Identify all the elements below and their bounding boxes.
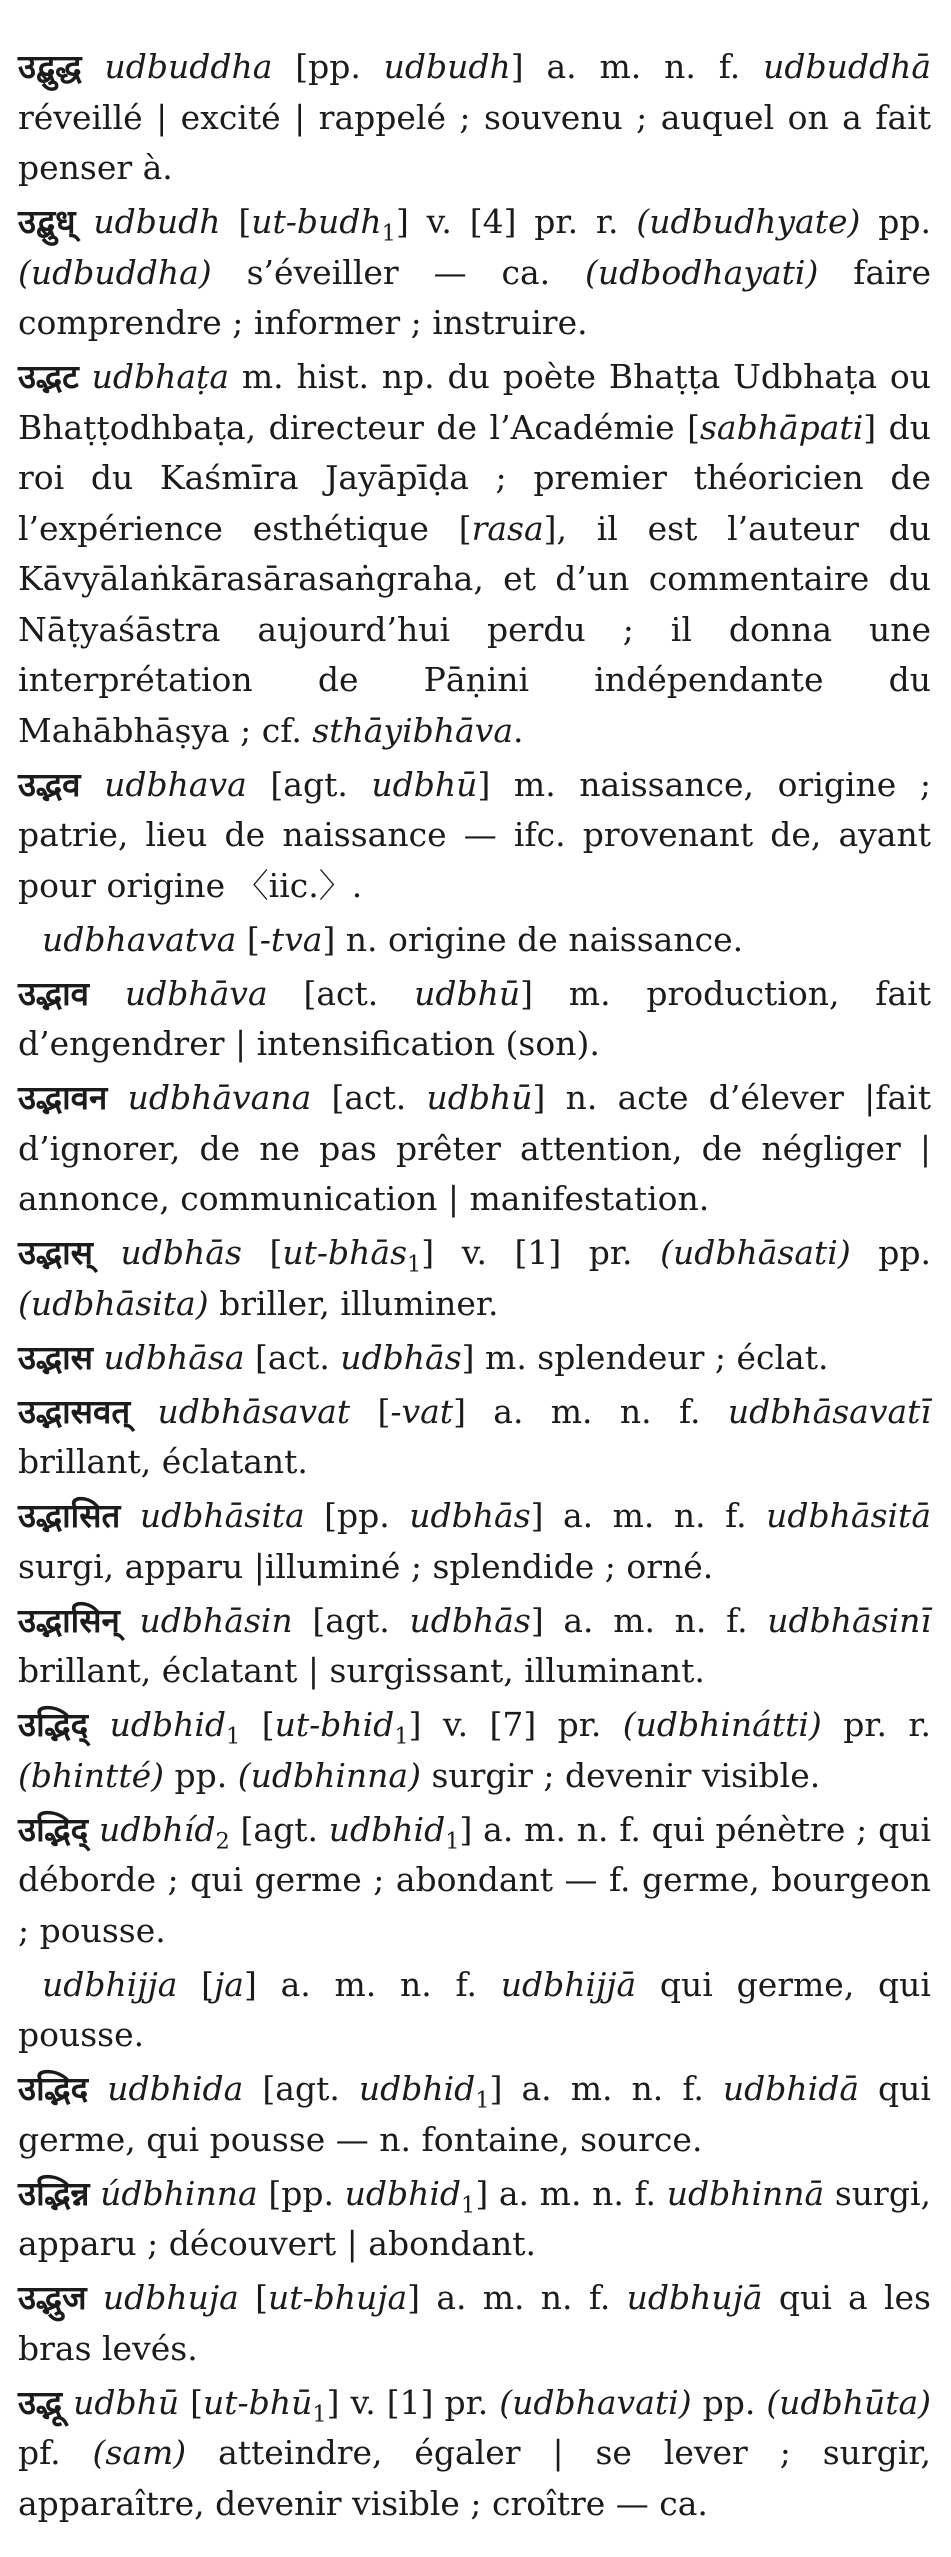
entry-text: ] a. m. n. f. xyxy=(530,1496,767,1535)
entry-text: ] v. [1] pr. xyxy=(421,1233,661,1272)
entry-text xyxy=(88,1810,99,1849)
headword-devanagari: उद्भासिन् xyxy=(18,1600,120,1640)
dictionary-entry xyxy=(18,1333,931,1384)
italic-text: -vat xyxy=(390,1391,454,1431)
italic-text: (udbhinátti) xyxy=(622,1705,822,1744)
dictionary-entry xyxy=(18,1596,931,1697)
entry-text: ] v. [4] pr. r. xyxy=(395,202,637,241)
entry-text xyxy=(130,1392,157,1431)
entry-text xyxy=(76,202,94,241)
entry-text: ], il est l’auteur du Kāvyālaṅkārasārasaṅgraha, et d’un commentaire du Nāṭyaśāstra aujourd’hui perdu ; il donna une interprétation de Pāṇini indépendante du Mahābhāṣya ; cf. xyxy=(18,508,932,750)
headword-devanagari: उद्भास xyxy=(18,1337,93,1377)
headword-devanagari: उद्भावन xyxy=(18,1078,108,1117)
entry-text xyxy=(82,47,105,86)
italic-text: udbhū xyxy=(73,2382,180,2422)
entry-text: [act. xyxy=(267,973,415,1013)
headword-devanagari: उद्भिन्न xyxy=(18,2173,90,2213)
entry-text xyxy=(88,1705,109,1744)
dictionary-entry xyxy=(18,1228,931,1329)
italic-text: udbhās xyxy=(409,1600,531,1640)
italic-text: (udbuddha) xyxy=(18,252,212,292)
italic-text: (udbhūta) xyxy=(766,2382,932,2422)
entry-text: faire comprendre ; informer ; instruire. xyxy=(18,252,931,342)
italic-text: -tva xyxy=(259,919,323,959)
sub-entry xyxy=(18,1960,931,2061)
entry-text xyxy=(89,974,125,1013)
entry-text xyxy=(89,2174,100,2213)
headword-devanagari: उद्भुज xyxy=(18,2278,87,2317)
entry-text: ] a. m. n. f. xyxy=(407,2278,627,2317)
italic-text: rasa xyxy=(471,508,544,548)
italic-text: udbhāsita xyxy=(139,1496,305,1535)
entry-text: ] du roi du Kaśmīra Jayāpīḍa ; premier théoricien de l’expérience esthétique [ xyxy=(18,407,931,548)
italic-text: ut-budh xyxy=(251,202,382,241)
entry-text: ] m. naissance, origine ; patrie, lieu de naissance — ifc. provenant de, ayant pour origine 〈iic.〉. xyxy=(18,764,931,905)
entry-text: s’éveiller — ca. xyxy=(211,252,586,292)
italic-text: sabhāpati xyxy=(699,407,864,447)
dictionary-entry xyxy=(18,2273,931,2374)
entry-text: pr. r. xyxy=(821,1705,931,1744)
italic-text: udbhāsin xyxy=(139,1600,293,1640)
entry-text: . xyxy=(513,710,524,750)
italic-text: ut-bhū xyxy=(203,2382,313,2422)
dictionary-entry xyxy=(18,2169,931,2270)
entry-text: ] a. m. n. f. xyxy=(530,1600,768,1640)
headword-devanagari: उद्भिद् xyxy=(18,1809,89,1849)
italic-text: udbhijjā xyxy=(500,1964,637,2004)
italic-text: udbhavatva xyxy=(42,919,237,959)
italic-text: udbhida xyxy=(107,2069,244,2108)
entry-text: brillant, éclatant. xyxy=(18,1442,308,1481)
entry-text xyxy=(107,1078,127,1117)
entry-text: [agt. xyxy=(292,1600,410,1640)
italic-text: udbhāsavat xyxy=(157,1391,351,1431)
entry-text: surgir ; devenir visible. xyxy=(420,1755,821,1795)
subscript-index: 1 xyxy=(226,1723,241,1750)
italic-text: udbhū xyxy=(414,973,521,1013)
italic-text: údbhinna xyxy=(100,2173,258,2213)
italic-text: ut-bhuja xyxy=(267,2278,408,2317)
entry-text: qui a les bras levés. xyxy=(18,2278,931,2368)
italic-text: (udbodhayati) xyxy=(585,252,819,292)
entry-text: surgi, apparu |illuminé ; splendide ; orné. xyxy=(18,1546,714,1586)
italic-text: udbhava xyxy=(104,764,247,804)
entry-text xyxy=(120,1496,139,1535)
headword-devanagari: उद्बुद्ध xyxy=(18,47,82,86)
italic-text: udbhinnā xyxy=(666,2173,825,2213)
headword-devanagari: उद्भिद् xyxy=(18,1705,89,1744)
headword-devanagari: उद्भिद xyxy=(18,2069,89,2108)
italic-text: udbuddha xyxy=(104,47,273,86)
italic-text: (udbudhyate) xyxy=(636,202,861,241)
italic-text: sthāyibhāva xyxy=(312,710,513,750)
entry-text: brillant, éclatant | surgissant, illuminant. xyxy=(18,1651,705,1690)
dictionary-entry xyxy=(18,760,931,912)
italic-text: udbhū xyxy=(371,764,478,804)
italic-text: udbhāsavatī xyxy=(727,1391,931,1431)
entry-text: ] v. [1] pr. xyxy=(326,2382,500,2422)
dictionary-entry xyxy=(18,2378,931,2530)
entry-text: ] v. [7] pr. xyxy=(408,1705,623,1744)
italic-text: udbhās xyxy=(340,1337,462,1377)
headword-devanagari: उद्भव xyxy=(18,764,81,804)
entry-text: pp. xyxy=(164,1755,238,1795)
italic-text: udbuddhā xyxy=(763,47,931,86)
entry-text: pf. xyxy=(18,2433,93,2472)
italic-text: udbhāsa xyxy=(103,1337,245,1377)
italic-text: udbhāva xyxy=(124,973,268,1013)
italic-text: udbhū xyxy=(426,1078,533,1117)
entry-text: [ xyxy=(236,919,260,959)
entry-text: réveillé | excité | rappelé ; souvenu ; auquel on a fait penser à. xyxy=(18,97,931,187)
subscript-index: 1 xyxy=(475,2087,490,2114)
italic-text: (udbhinna) xyxy=(237,1755,421,1795)
entry-text: pp. xyxy=(860,202,931,241)
italic-text: (udbhavati) xyxy=(499,2382,692,2422)
dictionary-entry xyxy=(18,1700,931,1801)
entry-text: [ xyxy=(179,2382,204,2422)
entry-text: ] a. m. n. f. xyxy=(475,2173,667,2213)
entry-text xyxy=(79,357,92,396)
italic-text: udbhās xyxy=(409,1496,531,1535)
subscript-index: 2 xyxy=(215,1828,230,1855)
dictionary-entry xyxy=(18,1073,931,1225)
entry-text: m. hist. np. du poète Bhaṭṭa Udbhaṭa ou Bhaṭṭodhbaṭa, directeur de l’Académie [ xyxy=(18,357,932,447)
italic-text: udbhid xyxy=(344,2173,462,2213)
entry-text: [act. xyxy=(311,1078,427,1117)
headword-devanagari: उद्भासवत् xyxy=(18,1391,131,1431)
entry-text: [ xyxy=(240,1705,275,1744)
subscript-index: 1 xyxy=(381,220,396,247)
entry-text: ] a. m. n. f. xyxy=(243,1964,501,2004)
dictionary-entry xyxy=(18,2064,931,2165)
entry-text: surgi, apparu ; découvert | abondant. xyxy=(18,2173,931,2263)
entry-text: ] m. production, fait d’engendrer | intensification (son). xyxy=(18,973,931,1063)
dictionary-entry xyxy=(18,969,931,1070)
italic-text: udbhíd xyxy=(99,1809,216,1849)
entry-text: [agt. xyxy=(229,1809,329,1849)
entry-text xyxy=(93,1338,104,1377)
subscript-index: 1 xyxy=(312,2401,327,2428)
entry-text: pp. xyxy=(691,2382,767,2422)
italic-text: udbhāsinī xyxy=(767,1600,931,1640)
entry-text: qui germe, qui pousse — n. fontaine, source. xyxy=(18,2069,931,2159)
italic-text: udbhāvana xyxy=(127,1078,312,1117)
entry-text: pp. xyxy=(850,1233,932,1272)
dictionary-entry xyxy=(18,1805,931,1957)
entry-text: ] n. acte d’élever |fait d’ignorer, de ne pas prêter attention, de négliger | annonce, communication | manifestation. xyxy=(18,1078,931,1218)
sub-entry xyxy=(18,915,931,966)
entry-text xyxy=(88,2069,107,2108)
entry-text: ] n. origine de naissance. xyxy=(322,919,744,959)
italic-text: ja xyxy=(214,1964,244,2004)
entry-text: [ xyxy=(350,1391,391,1431)
dictionary-entry xyxy=(18,352,931,756)
headword-devanagari: उद्भू xyxy=(18,2382,63,2422)
headword-devanagari: उद्भट xyxy=(18,357,79,396)
subscript-index: 1 xyxy=(445,1828,460,1855)
entry-text: ] m. splendeur ; éclat. xyxy=(461,1337,829,1377)
italic-text: udbhidā xyxy=(722,2069,860,2108)
entry-text xyxy=(120,1601,140,1640)
entry-text: [pp. xyxy=(272,47,384,86)
italic-text: udbhās xyxy=(120,1233,242,1272)
entry-text: ] a. m. n. f. xyxy=(510,47,764,86)
italic-text: udbhujā xyxy=(626,2278,763,2317)
entry-text xyxy=(80,765,104,804)
italic-text: udbudh xyxy=(93,202,221,241)
italic-text: udbhid xyxy=(328,1809,446,1849)
italic-text: (bhintté) xyxy=(18,1755,164,1795)
subscript-index: 1 xyxy=(461,2192,476,2219)
entry-text: [pp. xyxy=(304,1496,410,1535)
entry-text xyxy=(62,2383,73,2422)
dictionary-entry xyxy=(18,1387,931,1488)
headword-devanagari: उद्भाव xyxy=(18,973,90,1013)
entry-text: qui germe, qui pousse. xyxy=(18,1964,931,2054)
entry-text: ] a. m. n. f. xyxy=(489,2069,723,2108)
italic-text: udbhuja xyxy=(102,2278,239,2317)
italic-text: (sam) xyxy=(92,2433,187,2472)
italic-text: udbhaṭa xyxy=(91,357,229,396)
entry-text: [ xyxy=(238,2278,268,2317)
headword-devanagari: उद्भास् xyxy=(18,1233,93,1272)
dictionary-entry xyxy=(18,42,931,194)
entry-text: ] a. m. n. f. xyxy=(453,1391,728,1431)
italic-text: (udbhāsita) xyxy=(18,1283,209,1323)
entry-text xyxy=(93,1233,121,1272)
entry-text: [ xyxy=(177,1964,215,2004)
italic-text: udbhijja xyxy=(42,1964,178,2004)
italic-text: udbhid xyxy=(358,2069,476,2108)
entry-text: briller, illuminer. xyxy=(208,1283,499,1323)
entry-text: [act. xyxy=(244,1337,341,1377)
entry-text: [agt. xyxy=(246,764,372,804)
entry-text: ] a. m. n. f. qui pénètre ; qui déborde ; qui germe ; abondant — f. germe, bourgeon ; pousse. xyxy=(18,1809,932,1950)
italic-text: udbudh xyxy=(383,47,511,86)
subscript-index: 1 xyxy=(394,1723,409,1750)
headword-devanagari: उद्भासित xyxy=(18,1496,121,1535)
entry-text: [pp. xyxy=(257,2173,345,2213)
italic-text: udbhāsitā xyxy=(766,1496,931,1535)
italic-text: ut-bhid xyxy=(274,1705,395,1744)
italic-text: udbhid xyxy=(109,1705,227,1744)
headword-devanagari: उद्बुध् xyxy=(18,202,76,241)
entry-text: [ xyxy=(241,1233,283,1272)
subscript-index: 1 xyxy=(407,1251,422,1278)
entry-text: atteindre, égaler | se lever ; surgir, apparaître, devenir visible ; croître — ca. xyxy=(18,2433,931,2523)
italic-text: ut-bhās xyxy=(282,1233,408,1272)
dictionary-entry xyxy=(18,197,931,349)
entry-text: [ xyxy=(220,202,252,241)
italic-text: (udbhāsati) xyxy=(660,1233,851,1272)
entry-text: [agt. xyxy=(243,2069,359,2108)
entry-text xyxy=(87,2278,103,2317)
dictionary-entry xyxy=(18,1491,931,1592)
